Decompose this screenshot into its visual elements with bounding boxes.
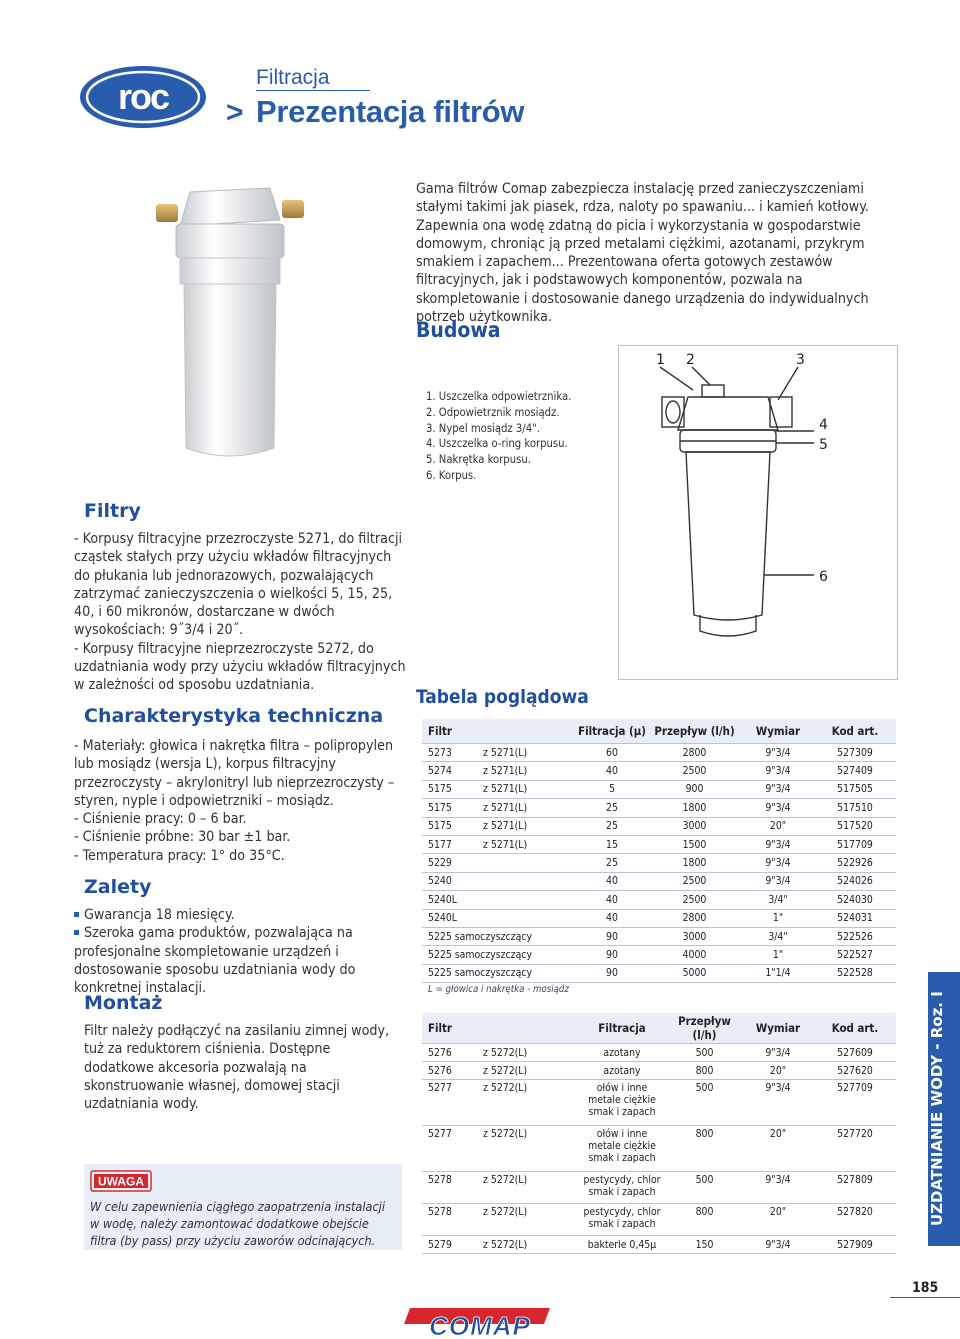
title-arrow-icon: >: [226, 96, 244, 129]
warning-text: W celu zapewnienia ciągłego zaopatrzenia instalacji w wodę, należy zamontować dodatkowe obejście filtra (by pass) przy użyciu zaworów odcinających.: [90, 1199, 385, 1248]
table-row: 5277 z 5272(L) ołów i inne metale ciężkie smak i zapach 500 9"3/4 527709: [422, 1080, 896, 1126]
parts-list-item: 3. Nypel mosiądz 3/4".: [426, 421, 540, 435]
filter-photo: [150, 180, 310, 475]
column-header: Filtracja: [577, 1013, 667, 1044]
spec-line: - Temperatura pracy: 1° do 35°C.: [74, 847, 285, 864]
montaz-text: Filtr należy podłączyć na zasilaniu zimnej wody, tuż za reduktorem ciśnienia. Dostępne dodatkowe akcesoria pozwalają na skonstruowanie własnej, domowej stacji uzdatniania wody.: [84, 1023, 390, 1113]
diagram-label-4: 4: [819, 417, 828, 433]
spec-line: - Materiały: głowica i nakrętka filtra – polipropylen lub mosiądz (wersja L), korpus filtracyjny przezroczysty – akrylonitryl lub nieprzezroczysty – styren, nyple i odpowietrzniki – mosiądz.: [74, 738, 395, 809]
table-row: 5278 z 5272(L) pestycydy, chlor smak i zapach 500 9"3/4 527809: [422, 1172, 896, 1204]
column-header: Przepływ (l/h): [647, 719, 742, 744]
filtry-text: [74, 530, 406, 695]
svg-text:UWAGA: UWAGA: [98, 1174, 144, 1189]
table-row: 5229 25 1800 9"3/4 522926: [422, 854, 896, 872]
column-header: Kod art.: [814, 1013, 896, 1044]
table-row: 5240L 40 2500 3/4" 524030: [422, 891, 896, 909]
table-row: 5225 samoczyszczący 90 3000 3/4" 522526: [422, 927, 896, 945]
svg-text:roc: roc: [117, 76, 169, 117]
charakterystyka-heading: Charakterystyka techniczna: [84, 705, 384, 727]
side-tab-label: UZDATNIANIE WODY - Roz. I: [928, 991, 946, 1227]
column-header: [477, 1013, 577, 1044]
diagram-label-5: 5: [819, 437, 828, 453]
column-header: Filtr: [422, 1013, 477, 1044]
comap-logo: [404, 1306, 556, 1338]
diagram-label-3: 3: [796, 352, 805, 368]
filter-table-1: [422, 719, 896, 983]
column-header: [477, 719, 577, 744]
diagram-label-6: 6: [819, 569, 828, 585]
table-row: 5175 z 5271(L) 25 1800 9"3/4 517510: [422, 799, 896, 817]
column-header: Kod art.: [814, 719, 896, 744]
spec-line: - Ciśnienie pracy: 0 – 6 bar.: [74, 811, 247, 828]
table-row: 5276 z 5272(L) azotany 800 20" 527620: [422, 1062, 896, 1080]
table-row: 5276 z 5272(L) azotany 500 9"3/4 527609: [422, 1044, 896, 1062]
table-row: 5279 z 5272(L) bakterie 0,45µ 150 9"3/4 527909: [422, 1236, 896, 1254]
table-row: 5225 samoczyszczący 90 5000 1"1/4 522528: [422, 964, 896, 982]
table-header-row: [422, 719, 896, 744]
zalety-item: Szeroka gama produktów, pozwalająca na profesjonalne skompletowanie urządzeń i dostosowanie sposobu uzdatniania wody do konkretnej instalacji.: [74, 925, 356, 997]
zalety-heading: Zalety: [84, 876, 152, 898]
bullet-icon: [74, 930, 79, 935]
table-header-row: [422, 1013, 896, 1044]
spec-line: - Ciśnienie próbne: 30 bar ±1 bar.: [74, 829, 291, 846]
column-header: Filtracja (µ): [577, 719, 647, 744]
diagram-label-2: 2: [686, 352, 695, 368]
column-header: Wymiar: [742, 719, 814, 744]
filter-table-2: [422, 1013, 896, 1254]
tabela-heading: Tabela poglądowa: [416, 686, 589, 708]
parts-list-item: 6. Korpus.: [426, 468, 477, 482]
page-title: Prezentacja filtrów: [256, 94, 525, 129]
filtry-heading: Filtry: [84, 500, 141, 522]
intro-paragraph: Gama filtrów Comap zabezpiecza instalację przed zanieczyszczeniami stałymi takimi jak piasek, rdza, naloty po spawaniu... i kamień kotłowy. Zapewnia ona wodę zdatną do picia i wykorzystania w gospodarstwie domowym, chroniąc ją przed metalami ciężkimi, azotanami, przykrym smakiem i zapachem... Prezentowana oferta gotowych zestawów filtracyjnych, jak i podstawowych komponentów, pozwala na skompletowanie i dostosowanie danego urządzenia do indywidualnych potrzeb użytkownika.: [416, 181, 869, 326]
column-header: Wymiar: [742, 1013, 814, 1044]
uwaga-badge: [90, 1170, 152, 1192]
svg-text:COMAP: COMAP: [429, 1311, 531, 1338]
parts-list-item: 2. Odpowietrznik mosiądz.: [426, 405, 560, 419]
page-rule: [890, 1297, 960, 1298]
table-row: 5273 z 5271(L) 60 2800 9"3/4 527309: [422, 744, 896, 762]
table-row: 5240L 40 2800 1" 524031: [422, 909, 896, 927]
charakterystyka-text: [74, 737, 410, 865]
montaz-heading: Montaż: [84, 992, 163, 1014]
column-header: Filtr: [422, 719, 477, 744]
table-row: 5175 z 5271(L) 5 900 9"3/4 517505: [422, 780, 896, 798]
filtry-paragraph: - Korpusy filtracyjne przezroczyste 5271, do filtracji cząstek stałych przy użyciu wkładów filtracyjnych do płukania lub jednorazowych, pozwalających zatrzymać zanieczyszczenia o wielkości 5, 15, 25, 40, i 60 mikronów, dostarczane w dwóch wysokościach: 9˝3/4 i 20˝.: [74, 531, 403, 639]
budowa-heading: Budowa: [416, 318, 501, 342]
parts-list: [426, 389, 571, 484]
category-label: Filtracja: [256, 66, 330, 89]
table-row: 5225 samoczyszczący 90 4000 1" 522527: [422, 946, 896, 964]
roc-logo: [78, 64, 208, 130]
filtry-paragraph: - Korpusy filtracyjne nieprzezroczyste 5272, do uzdatniania wody przy użyciu wkładów filtracyjnych w zależności od sposobu uzdatniania.: [74, 640, 406, 694]
table-row: 5274 z 5271(L) 40 2500 9"3/4 527409: [422, 762, 896, 780]
bullet-icon: [74, 912, 79, 917]
parts-list-item: 1. Uszczelka odpowietrznika.: [426, 390, 572, 403]
zalety-list: [74, 906, 410, 997]
diagram-label-1: 1: [656, 352, 665, 368]
table-row: 5175 z 5271(L) 25 3000 20" 517520: [422, 817, 896, 835]
table-row: 5177 z 5271(L) 15 1500 9"3/4 517709: [422, 835, 896, 853]
parts-list-item: 4. Uszczelka o-ring korpusu.: [426, 437, 568, 451]
column-header: Przepływ (l/h): [667, 1013, 742, 1044]
table-row: 5240 40 2500 9"3/4 524026: [422, 872, 896, 890]
page-number: 185: [912, 1280, 939, 1296]
table-note: L = głowica i nakrętka - mosiądz: [428, 984, 569, 995]
filter-diagram: [618, 345, 898, 680]
table-row: 5277 z 5272(L) ołów i inne metale ciężkie smak i zapach 800 20" 527720: [422, 1126, 896, 1172]
zalety-item: Gwarancja 18 miesięcy.: [74, 906, 410, 924]
table-row: 5278 z 5272(L) pestycydy, chlor smak i zapach 800 20" 527820: [422, 1204, 896, 1236]
parts-list-item: 5. Nakrętka korpusu.: [426, 453, 531, 467]
category-rule: [256, 90, 370, 91]
